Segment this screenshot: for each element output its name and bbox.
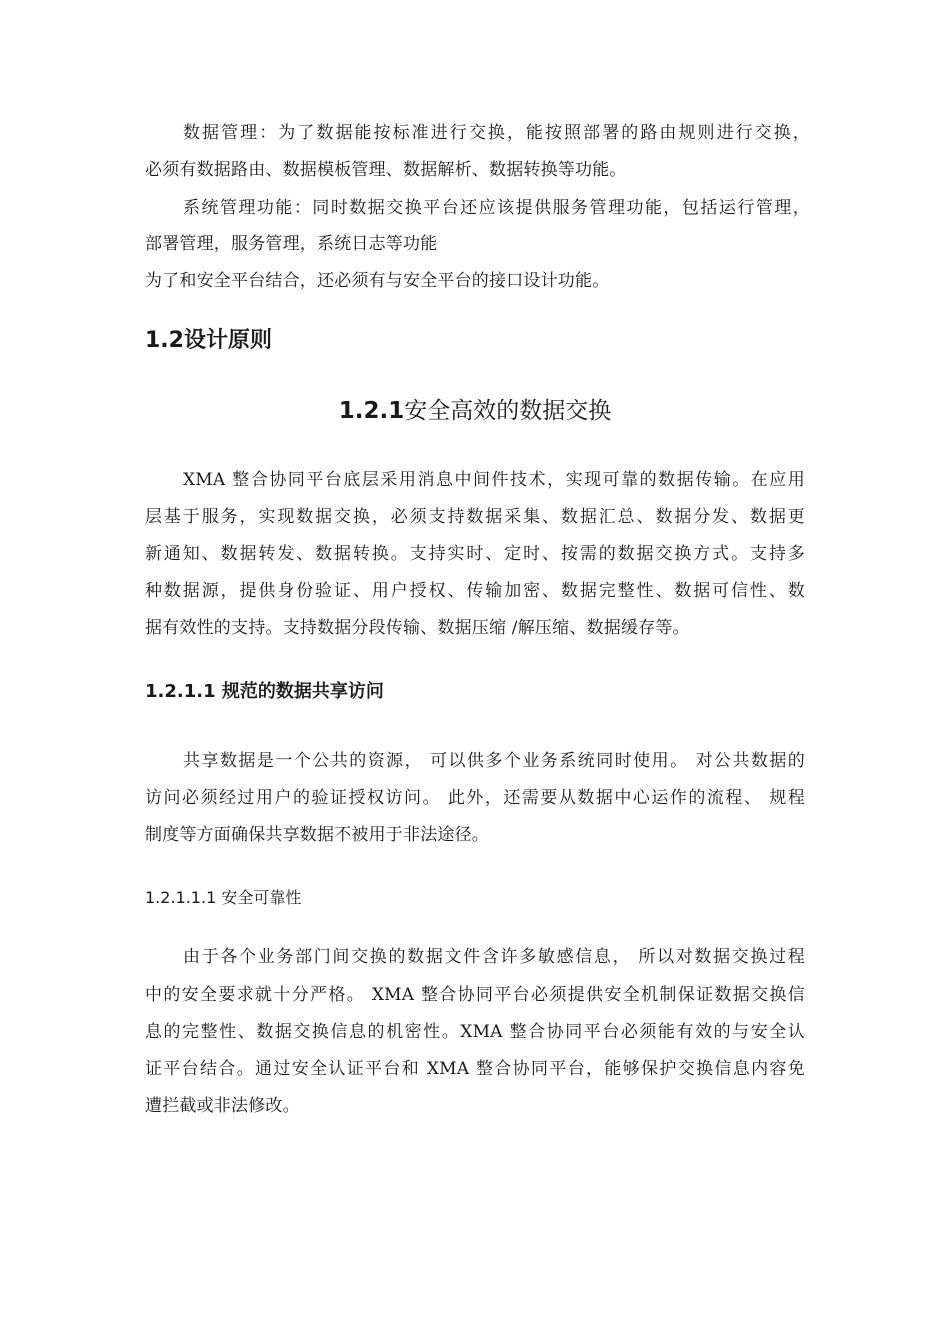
paragraph-line: 新通知、数据转发、数据转换。支持实时、定时、按需的数据交换方式。支持多 (145, 544, 805, 564)
section-heading-1-2: 1.2设计原则 (145, 328, 272, 353)
paragraph-line: 中的安全要求就十分严格。 XMA 整合协同平台必须提供安全机制保证数据交换信 (145, 985, 805, 1005)
paragraph-line: 息的完整性、数据交换信息的机密性。XMA 整合协同平台必须能有效的与安全认 (145, 1022, 805, 1042)
paragraph-line: 共享数据是一个公共的资源， 可以供多个业务系统同时使用。 对公共数据的 (183, 751, 805, 771)
paragraph-line: 部署管理，服务管理，系统日志等功能 (145, 234, 438, 254)
paragraph-line: 访问必须经过用户的验证授权访问。 此外，还需要从数据中心运作的流程、 规程 (145, 788, 805, 808)
paragraph-line: 证平台结合。通过安全认证平台和 XMA 整合协同平台，能够保护交换信息内容免 (145, 1059, 805, 1079)
paragraph-line: 据有效性的支持。支持数据分段传输、数据压缩 /解压缩、数据缓存等。 (145, 618, 690, 638)
section-heading-1-2-1-1: 1.2.1.1 规范的数据共享访问 (145, 681, 384, 702)
paragraph-line: XMA 整合协同平台底层采用消息中间件技术，实现可靠的数据传输。在应用 (183, 470, 805, 490)
paragraph-line: 必须有数据路由、数据模板管理、数据解析、数据转换等功能。 (145, 160, 627, 180)
section-heading-1-2-1-1-1: 1.2.1.1.1 安全可靠性 (145, 888, 302, 907)
paragraph-line: 系统管理功能：同时数据交换平台还应该提供服务管理功能，包括运行管理， (183, 198, 810, 218)
paragraph-line: 层基于服务，实现数据交换，必须支持数据采集、数据汇总、数据分发、数据更 (145, 507, 805, 527)
paragraph-line: 数据管理：为了数据能按标准进行交换，能按照部署的路由规则进行交换， (183, 123, 810, 143)
paragraph-line: 种数据源，提供身份验证、用户授权、传输加密、数据完整性、数据可信性、数 (145, 581, 805, 601)
paragraph-line: 由于各个业务部门间交换的数据文件含许多敏感信息， 所以对数据交换过程 (183, 947, 805, 967)
paragraph-line: 制度等方面确保共享数据不被用于非法途径。 (145, 825, 489, 845)
paragraph-line: 为了和安全平台结合，还必须有与安全平台的接口设计功能。 (145, 271, 610, 291)
paragraph-line: 遭拦截或非法修改。 (145, 1096, 300, 1116)
section-title: 安全高效的数据交换 (404, 398, 612, 424)
section-heading-1-2-1 (0, 395, 950, 427)
section-number: 1.2.1 (338, 398, 405, 424)
